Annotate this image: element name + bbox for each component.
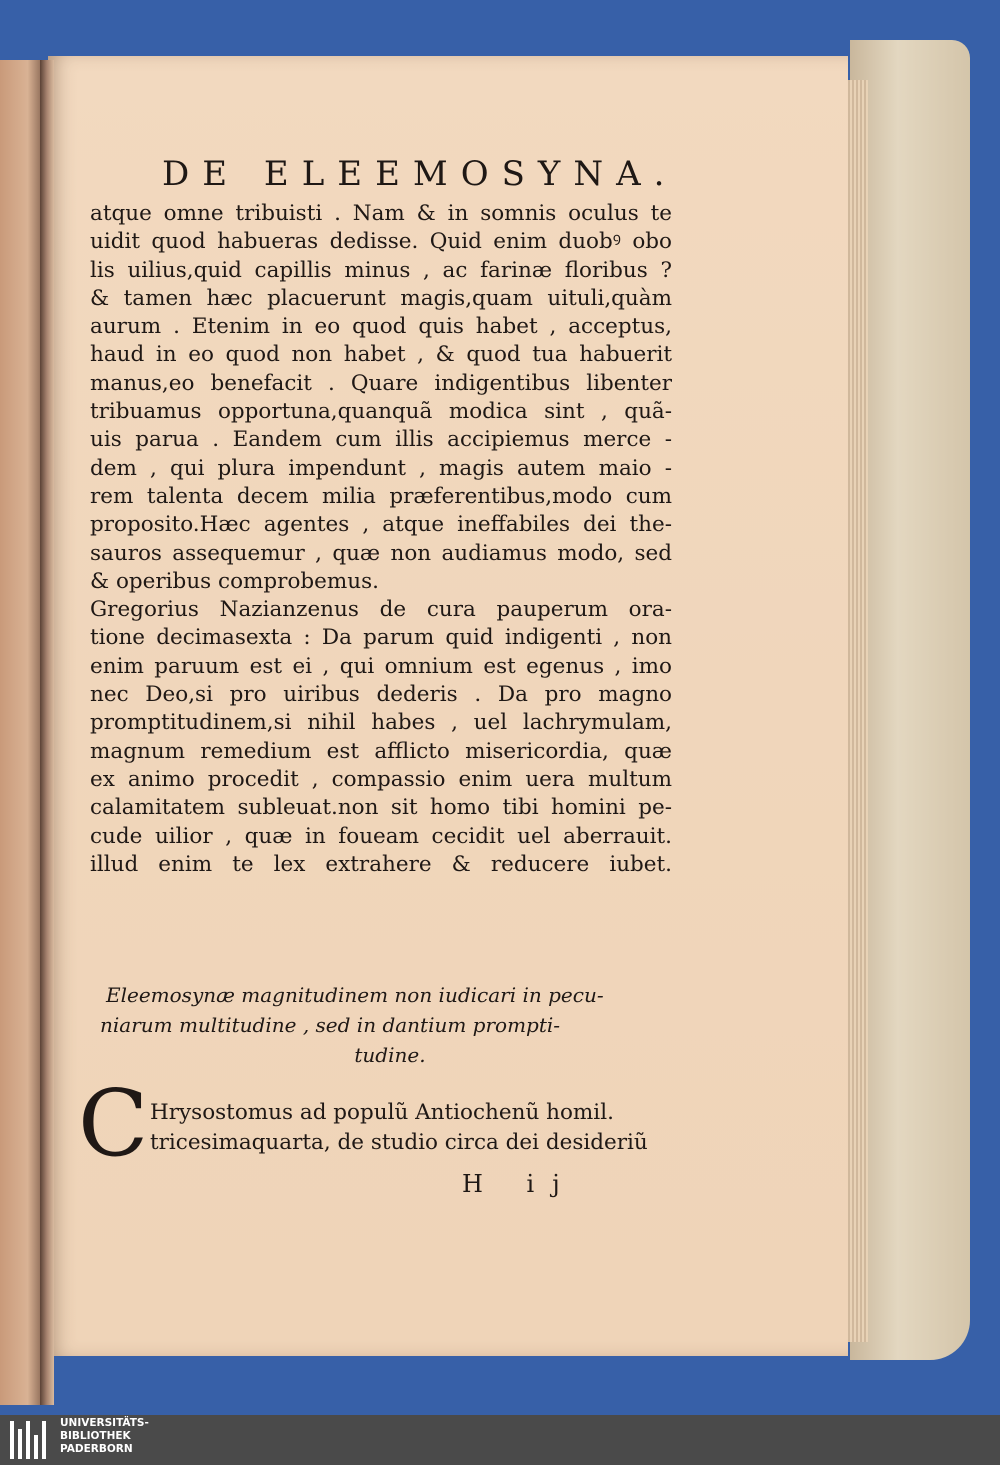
page-header: DE ELEEMOSYNA. [162,154,678,194]
chapter-line: Hrysostomus ad populũ Antiochenũ homil. [150,1100,614,1125]
heading-line: tudine. [354,1043,426,1067]
section-heading [100,980,660,1070]
heading-line: niarum multitudine , sed in dantium prompti- [100,1013,561,1037]
text-line: uis parua . Eandem cum illis accipiemus merce - [90,427,672,453]
text-line: illud enim te lex extrahere & reducere iubet. [90,851,672,877]
signature-mark: H ij [462,1170,578,1198]
library-bars-icon [10,1421,52,1459]
text-line: haud in eo quod non habet , & quod tua habuerit [90,342,672,368]
book-cover [850,40,970,1360]
logo-line: UNIVERSITÄTS- [60,1417,149,1429]
logo-line: PADERBORN [60,1443,133,1455]
body-text [90,200,672,879]
footer-bar [0,1415,1000,1465]
text-line: ex animo procedit , compassio enim uera multum [90,766,672,792]
drop-cap: C [78,1070,149,1177]
text-line: promptitudinem,si nihil habes , uel lachrymulam, [90,710,672,736]
text-line: magnum remedium est afflicto misericordia, quæ [90,738,672,764]
text-line: enim paruum est ei , qui omnium est egenus , imo [90,653,672,679]
text-line: dem , qui plura impendunt , magis autem maio - [90,455,672,481]
text-line: & operibus comprobemus. [90,568,379,594]
library-logo [60,1417,149,1456]
gutter [40,60,54,1405]
text-line: atque omne tribuisti . Nam & in somnis oculus te [90,201,672,226]
text-line: proposito.Hæc agentes , atque ineffabiles dei the- [90,512,672,538]
text-line: nec Deo,si pro uiribus dederis . Da pro magno [90,682,672,708]
text-line: uidit quod habueras dedisse. Quid enim duobꝰ obo [90,229,672,255]
text-line: lis uilius,quid capillis minus , ac farinæ floribus ? [90,257,672,283]
heading-line: Eleemosynæ magnitudinem non iudicari in pecu- [106,983,604,1007]
text-line: aurum . Etenim in eo quod quis habet , acceptus, [90,314,672,340]
chapter-line: tricesimaquarta, de studio circa dei desideriũ [150,1130,648,1155]
text-line: cude uilior , quæ in foueam cecidit uel aberrauit. [90,823,672,849]
text-line: sauros assequemur , quæ non audiamus modo, sed [90,540,672,566]
logo-line: BIBLIOTHEK [60,1430,131,1442]
text-line: & tamen hæc placuerunt magis,quam uituli,quàm [90,285,672,311]
text-line: manus,eo benefacit . Quare indigentibus libenter [90,370,672,396]
text-line: calamitatem subleuat.non sit homo tibi homini pe- [90,795,672,821]
chapter-start [150,1098,650,1158]
text-line: Gregorius Nazianzenus de cura pauperum ora- [90,597,672,623]
text-line: tione decimasexta : Da parum quid indigenti , non [90,625,672,651]
text-line: tribuamus opportuna,quanquã modica sint , quã- [90,399,672,425]
text-line: rem talenta decem milia præferentibus,modo cum [90,483,672,509]
